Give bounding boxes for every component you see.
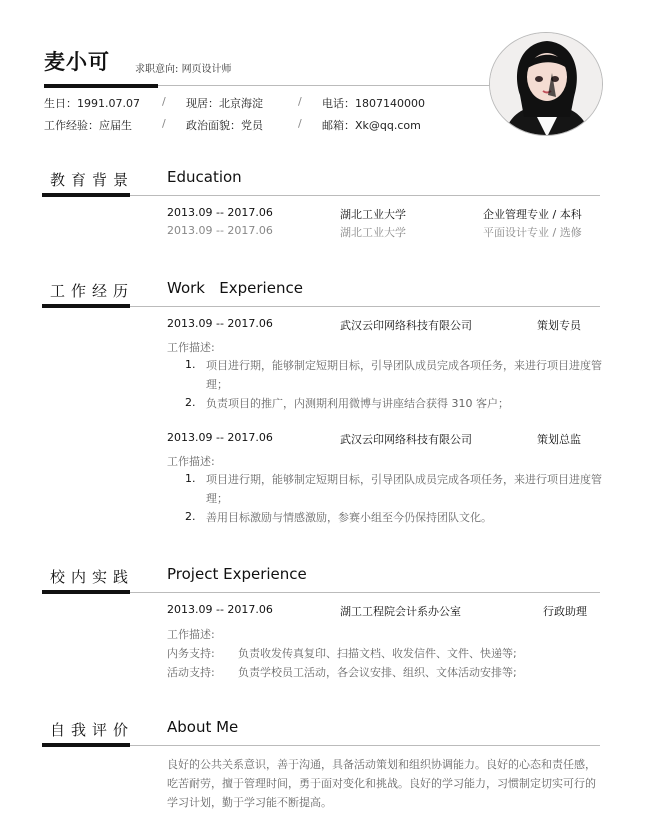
section-accent-bar [42,193,130,197]
info-separator: / [298,95,302,108]
job-item-text: 项目进行期，能够制定短期目标，引导团队成员完成各项任务，来进行项目进度管理； [206,473,602,505]
job-intent-value: 网页设计师 [181,64,232,75]
campus-org: 湖工工程院会计系办公室 [340,605,461,618]
section-accent-bar [42,590,130,594]
info-phone: 电话：1807140000 [322,97,425,110]
edu-school: 湖北工业大学 [340,208,406,221]
job-date: 2013.09 -- 2017.06 [167,317,273,330]
section-title-about-en: About Me [167,718,239,736]
info-row-1 [44,95,522,111]
campus-date: 2013.09 -- 2017.06 [167,603,273,616]
campus-line-text: 负责收发传真复印、扫描文档、收发信件、文件、快递等; [238,647,517,660]
job-role: 策划总监 [537,433,581,446]
resume-name: 麦小可 [44,50,110,74]
job-desc-label: 工作描述: [167,455,215,468]
job-item-number: 2. [185,396,196,409]
info-birth: 生日：1991.07.07 [44,97,140,110]
about-text: 良好的公共关系意识，善于沟通，具备活动策划和组织协调能力。良好的心态和责任感，吃苦耐劳，擅于管理时间，勇于面对变化和挑战。良好的学习能力，习惯制定切实可行的学习计划，勤于学习能不断提高。 [167,758,596,809]
campus-line-text: 负责学校员工活动，各会议安排、组织、文体活动安排等; [238,666,517,679]
job-intent-label: 求职意向: [135,64,179,75]
job-company: 武汉云印网络科技有限公司 [340,433,472,446]
job-desc-label: 工作描述: [167,341,215,354]
section-title-campus-en: Project Experience [167,565,307,583]
header-accent-bar [44,84,158,88]
section-title-education-en: Education [167,168,242,186]
job-item-number: 2. [185,510,196,523]
edu-date: 2013.09 -- 2017.06 [167,224,273,237]
section-divider [130,195,600,196]
section-divider [130,306,600,307]
section-title-about: 自我评价 [50,721,135,739]
campus-role: 行政助理 [543,605,587,618]
info-separator: / [298,117,302,130]
edu-major: 企业管理专业 / 本科 [483,208,582,221]
job-intent [135,60,232,75]
section-title-work: 工作经历 [50,282,135,300]
info-experience: 工作经验：应届生 [44,119,132,132]
job-date: 2013.09 -- 2017.06 [167,431,273,444]
info-separator: / [162,117,166,130]
info-email: 邮箱：Xk@qq.com [322,119,421,132]
info-separator: / [162,95,166,108]
section-title-campus: 校内实践 [50,568,135,586]
section-accent-bar [42,304,130,308]
campus-line-label: 内务支持: [167,647,215,660]
edu-major: 平面设计专业 / 选修 [483,226,582,239]
job-item-text: 负责项目的推广，内测期利用微博与讲座结合获得 310 客户； [206,397,509,410]
campus-desc-label: 工作描述: [167,628,215,641]
info-residence: 现居：北京海淀 [186,97,263,110]
avatar-portrait [490,33,603,136]
campus-line-label: 活动支持: [167,666,215,679]
section-divider [130,745,600,746]
section-title-education: 教育背景 [50,171,135,189]
section-divider [130,592,600,593]
job-item-text: 善用目标激励与情感激励，参赛小组至今仍保持团队文化。 [206,511,492,524]
job-role: 策划专员 [537,319,581,332]
edu-date: 2013.09 -- 2017.06 [167,206,273,219]
job-item-number: 1. [185,358,196,371]
info-politics: 政治面貌：党员 [186,119,263,132]
job-item-text: 项目进行期，能够制定短期目标，引导团队成员完成各项任务，来进行项目进度管理； [206,359,602,391]
job-item-number: 1. [185,472,196,485]
section-title-work-en: Work Experience [167,279,303,297]
header-divider [158,85,491,86]
job-company: 武汉云印网络科技有限公司 [340,319,472,332]
info-row-2 [44,117,522,133]
edu-school: 湖北工业大学 [340,226,406,239]
section-accent-bar [42,743,130,747]
avatar [489,32,603,136]
